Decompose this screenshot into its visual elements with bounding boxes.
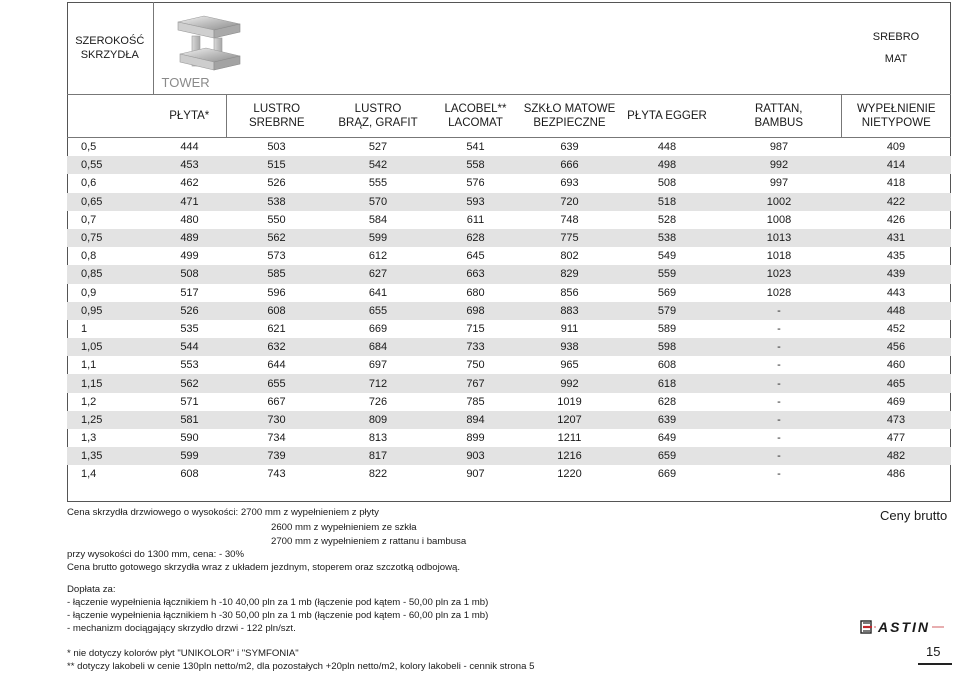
price-cell: 471 (153, 193, 226, 211)
footnote-2: ** dotyczy lakobeli w cenie 130pln netto/m2, dla pozostałych +20pln netto/m2, kolory lakobeli - cennik strona 5 (67, 661, 535, 672)
price-cell: 585 (226, 265, 327, 283)
price-cell: 632 (226, 338, 327, 356)
width-cell: 0,55 (67, 156, 153, 174)
price-cell: 1216 (522, 447, 617, 465)
price-cell: 596 (267, 286, 286, 299)
logo-text: ASTIN (878, 619, 930, 635)
price-cell: 553 (180, 359, 199, 372)
price-cell: 641 (368, 286, 388, 299)
price-cell: 515 (226, 156, 327, 174)
width-cell: 0,8 (81, 250, 97, 263)
price-cell: 809 (327, 411, 429, 429)
price-cell: 462 (180, 177, 199, 190)
price-cell: 817 (327, 447, 429, 465)
price-cell: 965 (560, 359, 579, 372)
column-header-1 (153, 95, 226, 138)
price-cell: 750 (466, 359, 485, 372)
price-cell: 992 (717, 156, 841, 174)
price-cell: 477 (886, 432, 906, 445)
table-row (67, 393, 951, 411)
table-row (67, 356, 951, 374)
price-cell: 669 (368, 322, 388, 335)
table-row (67, 338, 951, 356)
price-cell: 538 (617, 229, 717, 247)
price-cell: 733 (429, 338, 522, 356)
price-cell: - (777, 432, 781, 445)
price-cell: 608 (226, 302, 327, 320)
column-header-line2: SREBRNE (248, 117, 305, 129)
price-cell: 544 (153, 338, 226, 356)
width-caption-line2: SKRZYDŁA (80, 49, 139, 61)
price-cell: 1220 (557, 468, 582, 481)
price-cell: 659 (617, 447, 717, 465)
price-cell: 550 (267, 213, 286, 226)
finish-line2: MAT (884, 53, 908, 65)
price-cell: 1019 (557, 395, 582, 408)
table-row (67, 302, 951, 320)
table-row (67, 429, 951, 447)
price-cell: 997 (769, 177, 789, 190)
table-top-row (67, 2, 951, 95)
width-cell: 1,25 (67, 411, 153, 429)
price-cell: 517 (180, 286, 199, 299)
width-cell: 0,7 (81, 213, 97, 226)
price-cell: 456 (841, 338, 951, 356)
table-row (67, 465, 951, 483)
width-cell: 1 (81, 322, 88, 335)
price-cell: 541 (429, 138, 522, 157)
column-header-line1: WYPEŁNIENIE (856, 103, 936, 115)
price-cell: 666 (522, 156, 617, 174)
price-cell: 448 (841, 302, 951, 320)
width-cell: 0,9 (81, 286, 97, 299)
width-cell: 1,4 (81, 468, 97, 481)
page-number-rule (918, 663, 952, 665)
price-cell: 987 (717, 138, 841, 157)
width-caption-line1: SZEROKOŚĆ (75, 35, 145, 47)
column-header-4 (429, 95, 522, 138)
price-cell: 593 (429, 193, 522, 211)
table-row (67, 156, 951, 174)
price-cell: 452 (886, 322, 906, 335)
price-cell: - (777, 322, 781, 335)
column-header-2 (226, 95, 327, 138)
price-cell: 414 (841, 156, 951, 174)
width-cell: 0,95 (67, 302, 153, 320)
table-row (67, 411, 951, 429)
price-cell: - (717, 447, 841, 465)
price-cell: - (777, 395, 781, 408)
price-cell: 911 (560, 322, 579, 335)
price-cell: 938 (522, 338, 617, 356)
price-cell: 448 (617, 138, 717, 157)
price-cell: 903 (429, 447, 522, 465)
column-header-8 (841, 95, 951, 138)
surcharge-2: - łączenie wypełnienia łącznikiem h -30 50,00 pln za 1 mb (łączenie pod kątem - 60,00 pln za 1 mb) (67, 610, 489, 621)
price-cell: 569 (657, 286, 677, 299)
price-cell: 813 (368, 432, 388, 445)
price-cell: 644 (267, 359, 286, 372)
price-cell: - (717, 374, 841, 392)
price-cell: 570 (327, 193, 429, 211)
price-cell: 444 (153, 138, 226, 157)
column-header-line1: PŁYTA* (169, 110, 210, 122)
width-cell: 1,3 (81, 432, 97, 445)
price-cell: 1002 (717, 193, 841, 211)
price-cell: 775 (522, 229, 617, 247)
price-cell: 576 (466, 177, 485, 190)
column-header-line1: SZKŁO MATOWE (523, 103, 616, 115)
column-header-3 (327, 95, 429, 138)
profile-icon (174, 14, 244, 74)
price-cell: - (777, 468, 781, 481)
price-cell: 489 (153, 229, 226, 247)
table-row (67, 320, 951, 338)
finish-line1: SREBRO (872, 31, 920, 43)
price-cell: 549 (657, 250, 677, 263)
price-cell: - (717, 338, 841, 356)
surcharge-1: - łączenie wypełnienia łącznikiem h -10 40,00 pln za 1 mb (łączenie pod kątem - 50,00 pln za 1 mb) (67, 597, 489, 608)
column-header-line2: LACOMAT (448, 117, 503, 129)
price-cell: 894 (429, 411, 522, 429)
price-cell: 508 (657, 177, 677, 190)
table-row (67, 265, 951, 283)
price-cell: 480 (180, 213, 199, 226)
price-cell: 712 (327, 374, 429, 392)
width-cell: 1,15 (67, 374, 153, 392)
price-cell: 435 (886, 250, 906, 263)
table-row (67, 247, 951, 265)
price-cell: 439 (841, 265, 951, 283)
price-cell: 802 (560, 250, 579, 263)
price-cell: 562 (226, 229, 327, 247)
price-cell: 526 (153, 302, 226, 320)
price-cell: 739 (226, 447, 327, 465)
price-cell: 573 (267, 250, 286, 263)
model-cell (153, 2, 327, 95)
price-cell: 734 (267, 432, 286, 445)
price-cell: 663 (429, 265, 522, 283)
price-cell: 486 (886, 468, 906, 481)
width-cell: 0,85 (67, 265, 153, 283)
price-cell: 608 (657, 359, 677, 372)
price-cell: 693 (560, 177, 579, 190)
price-cell: 460 (886, 359, 906, 372)
price-cell: 409 (841, 138, 951, 157)
price-cell: 589 (657, 322, 677, 335)
price-cell: 715 (466, 322, 485, 335)
footnote-1: * nie dotyczy kolorów płyt "UNIKOLOR" i "SYMFONIA" (67, 648, 299, 659)
astin-logo (860, 618, 952, 641)
price-cell: 907 (466, 468, 485, 481)
table-row (67, 211, 951, 229)
column-header-5 (522, 95, 617, 138)
price-cell: 655 (327, 302, 429, 320)
note-height-1: Cena skrzydła drzwiowego o wysokości: 2700 mm z wypełnieniem z płyty (67, 507, 379, 518)
price-cell: 1018 (766, 250, 792, 263)
price-cell: 465 (841, 374, 951, 392)
price-cell: 599 (153, 447, 226, 465)
page-number: 15 (926, 644, 941, 659)
column-header-7 (717, 95, 841, 138)
price-cell: 482 (841, 447, 951, 465)
model-name: TOWER (161, 75, 210, 90)
top-spacer (327, 2, 841, 95)
price-cell: 992 (522, 374, 617, 392)
price-cell: 726 (368, 395, 388, 408)
price-cell: 418 (886, 177, 906, 190)
price-cell: 680 (466, 286, 485, 299)
price-cell: 590 (180, 432, 199, 445)
price-cell: 899 (466, 432, 485, 445)
price-cell: 1023 (717, 265, 841, 283)
price-cell: 469 (886, 395, 906, 408)
price-cell: 856 (560, 286, 579, 299)
column-header-line2: BAMBUS (754, 117, 804, 129)
price-cell: - (717, 411, 841, 429)
column-header-line1: LUSTRO (253, 103, 301, 115)
price-cell: 645 (466, 250, 485, 263)
price-cell: 767 (429, 374, 522, 392)
price-cell: 627 (327, 265, 429, 283)
price-cell: 621 (267, 322, 286, 335)
table-row (67, 138, 951, 157)
price-cell: 498 (617, 156, 717, 174)
width-cell: 1,35 (67, 447, 153, 465)
width-cell: 1,1 (81, 359, 97, 372)
price-cell: 555 (368, 177, 388, 190)
price-cell: 1211 (557, 432, 582, 445)
price-cell: 730 (226, 411, 327, 429)
price-cell: 542 (327, 156, 429, 174)
note-height-5: Cena brutto gotowego skrzydła wraz z układem jezdnym, stoperem oraz szczotką odbojową. (67, 562, 460, 573)
price-cell: 426 (886, 213, 906, 226)
price-cell: 518 (617, 193, 717, 211)
price-cell: 748 (560, 213, 579, 226)
price-cell: 883 (522, 302, 617, 320)
price-cell: 503 (226, 138, 327, 157)
header-empty (67, 95, 153, 138)
price-cell: 558 (429, 156, 522, 174)
table-row (67, 447, 951, 465)
column-header-line1: LACOBEL** (444, 103, 507, 115)
price-cell: 669 (657, 468, 677, 481)
price-cell: 1028 (766, 286, 792, 299)
width-cell: 0,65 (67, 193, 153, 211)
price-cell: 684 (327, 338, 429, 356)
price-cell: 785 (466, 395, 485, 408)
table-row (67, 229, 951, 247)
price-cell: 599 (327, 229, 429, 247)
finish-name (841, 2, 951, 95)
surcharge-title: Dopłata za: (67, 584, 116, 595)
price-cell: 508 (153, 265, 226, 283)
price-cell: 618 (617, 374, 717, 392)
note-height-2: 2600 mm z wypełnieniem ze szkła (271, 522, 417, 533)
note-height-4: przy wysokości do 1300 mm, cena: - 30% (67, 549, 245, 560)
price-cell: 608 (180, 468, 199, 481)
price-cell: 527 (327, 138, 429, 157)
price-cell: 538 (226, 193, 327, 211)
price-cell: 535 (180, 322, 199, 335)
width-cell: 1,2 (81, 395, 97, 408)
column-header-line1: LUSTRO (354, 103, 402, 115)
width-cell: 0,75 (67, 229, 153, 247)
price-cell: 584 (368, 213, 388, 226)
price-cell: 581 (153, 411, 226, 429)
price-cell: 628 (657, 395, 677, 408)
price-cell: 649 (657, 432, 677, 445)
price-cell: 562 (153, 374, 226, 392)
price-cell: - (717, 302, 841, 320)
price-cell: 598 (617, 338, 717, 356)
price-table (67, 2, 951, 484)
price-cell: 743 (267, 468, 286, 481)
price-cell: 571 (180, 395, 199, 408)
column-header-line1: RATTAN, (755, 103, 803, 115)
column-header-line2: BEZPIECZNE (533, 117, 606, 129)
column-header-6 (617, 95, 717, 138)
price-cell: 528 (657, 213, 677, 226)
price-cell: 422 (841, 193, 951, 211)
price-cell: - (777, 359, 781, 372)
price-cell: 473 (841, 411, 951, 429)
price-cell: 612 (368, 250, 388, 263)
surcharge-3: - mechanizm dociągający skrzydło drzwi - 122 pln/szt. (67, 623, 296, 634)
price-cell: 698 (429, 302, 522, 320)
note-height-3: 2700 mm z wypełnieniem z rattanu i bambusa (271, 536, 467, 547)
price-cell: 526 (267, 177, 286, 190)
table-row (67, 374, 951, 392)
price-cell: 431 (841, 229, 951, 247)
price-cell: 611 (466, 213, 485, 226)
price-cell: 697 (368, 359, 388, 372)
width-cell: 1,05 (67, 338, 153, 356)
width-caption (67, 2, 153, 95)
table-row (67, 284, 951, 302)
width-cell: 0,6 (81, 177, 97, 190)
table-row (67, 193, 951, 211)
price-cell: 628 (429, 229, 522, 247)
price-cell: 453 (153, 156, 226, 174)
price-cell: 639 (617, 411, 717, 429)
price-cell: 822 (368, 468, 388, 481)
width-cell: 0,5 (67, 138, 153, 157)
table-row (67, 174, 951, 192)
column-header-line2: BRĄZ, GRAFIT (338, 117, 418, 129)
price-cell: 829 (522, 265, 617, 283)
price-cell: 1008 (766, 213, 792, 226)
price-cell: 579 (617, 302, 717, 320)
column-header-line1: PŁYTA EGGER (627, 110, 707, 122)
price-cell: 1207 (522, 411, 617, 429)
column-header-line2: NIETYPOWE (861, 117, 931, 129)
price-label: Ceny brutto (880, 508, 948, 523)
price-cell: 443 (886, 286, 906, 299)
price-cell: 667 (267, 395, 286, 408)
price-cell: 639 (522, 138, 617, 157)
price-cell: 655 (226, 374, 327, 392)
price-cell: 1013 (717, 229, 841, 247)
price-cell: 720 (522, 193, 617, 211)
price-cell: 499 (180, 250, 199, 263)
column-header-row (67, 95, 951, 138)
price-cell: 559 (617, 265, 717, 283)
